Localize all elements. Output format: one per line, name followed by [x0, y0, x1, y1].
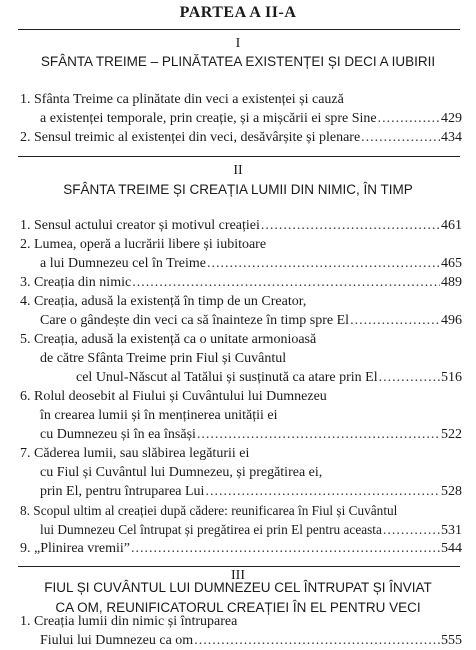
toc-entry-text: 1. Sensul actului creator și motivul creației	[20, 218, 260, 233]
toc-entry[interactable]	[20, 90, 462, 128]
dot-leader	[132, 273, 440, 292]
toc-entry-text: prin El, pentru întruparea Lui	[40, 484, 205, 499]
section-numeral: I	[235, 36, 241, 51]
toc-entry-text: 9. „Plinirea vremii”	[20, 541, 131, 556]
section-title-line: SFÂNTA TREIME ȘI CREAȚIA LUMII DIN NIMIC, ÎN TIMP	[63, 182, 413, 197]
page-number: 461	[441, 218, 462, 233]
toc-entry-text: a existenței temporale, prin creație, și a mișcării ei spre Sine	[40, 111, 377, 126]
toc-entry-line: 2. Lumea, operă a lucrării libere și iubitoare	[20, 237, 267, 252]
page-number: 465	[441, 256, 462, 271]
dot-leader	[197, 425, 440, 444]
toc-entry-text: Fiului lui Dumnezeu ca om	[40, 633, 194, 648]
dot-leader	[383, 521, 440, 540]
toc-entry-text: a lui Dumnezeu cel în Treime	[40, 256, 207, 271]
toc-entry-line: 1. Creația lumii din nimic și întruparea	[20, 614, 238, 629]
toc-entry-last-line	[20, 216, 462, 235]
toc-entry-last-line	[20, 109, 462, 128]
page-number: 434	[441, 130, 462, 145]
page-number: 544	[441, 541, 462, 556]
toc-entry-line: cu Fiul și Cuvântul lui Dumnezeu, și pregătirea ei,	[40, 465, 323, 480]
dot-leader	[207, 254, 440, 273]
toc-entry[interactable]	[20, 330, 462, 387]
toc-entry-last-line	[20, 273, 462, 292]
page-number: 555	[441, 633, 462, 648]
page-number: 429	[441, 111, 462, 126]
section-divider	[18, 156, 460, 157]
part-title: PARTEA A II-A	[179, 4, 297, 21]
toc-entry-line: 4. Creația, adusă la existență în timp de un Creator,	[20, 294, 307, 309]
page-number: 496	[441, 313, 462, 328]
toc-entry-last-line	[20, 128, 462, 147]
toc-entry-line: 8. Scopul ultim al creației după cădere: reunificarea în Fiul și Cuvântul	[20, 503, 398, 518]
toc-entry[interactable]	[20, 539, 462, 558]
toc-entry[interactable]	[20, 387, 462, 444]
section-numeral: II	[233, 163, 243, 178]
section-title-line: SFÂNTA TREIME – PLINĂTATEA EXISTENȚEI ȘI DECI A IUBIRII	[40, 54, 436, 69]
toc-entry[interactable]	[20, 501, 462, 539]
page-number: 528	[441, 484, 462, 499]
toc-entry[interactable]	[20, 292, 462, 330]
toc-entry-last-line	[20, 254, 462, 273]
page-number: 489	[441, 275, 462, 290]
toc-entry-last-line	[20, 311, 462, 330]
section-title	[10, 52, 466, 72]
dot-leader	[378, 109, 440, 128]
toc-entry-text: 2. Sensul treimic al existenței din veci, desăvârșite și plenare	[20, 130, 361, 145]
toc-entry[interactable]	[20, 216, 462, 235]
toc-entry-text: lui Dumnezeu Cel întrupat și pregătirea ei prin El pentru aceasta	[40, 522, 382, 537]
toc-entry[interactable]	[20, 235, 462, 273]
page-number: 531	[441, 523, 462, 538]
toc-entry-last-line	[20, 539, 462, 558]
dot-leader	[261, 216, 440, 235]
toc-entry[interactable]	[20, 444, 462, 501]
toc-entry-last-line	[20, 482, 462, 501]
dot-leader	[361, 128, 440, 147]
toc-entry-text: cu Dumnezeu și în ea însăși	[40, 427, 196, 442]
toc-entry-line: 6. Rolul deosebit al Fiului și Cuvântului lui Dumnezeu	[20, 389, 327, 404]
toc-entry-last-line	[20, 631, 462, 650]
toc-entry-line: 1. Sfânta Treime ca plinătate din veci a existenței și cauză	[20, 92, 344, 107]
section-title-line: CA OM, REUNIFICATORUL CREAȚIEI ÎN EL PENTRU VECI	[55, 600, 421, 615]
toc-entry-line: 5. Creația, adusă la existență ca o unitate armonioasă	[20, 332, 317, 347]
toc-entry-text: Care o gândește din veci ca să înainteze în timp spre El	[40, 313, 350, 328]
toc-entry-line: de către Sfânta Treime prin Fiul și Cuvântul	[40, 351, 287, 366]
toc-entry[interactable]	[20, 273, 462, 292]
toc-entry[interactable]	[20, 128, 462, 147]
toc-entry[interactable]	[20, 612, 462, 650]
dot-leader	[350, 311, 440, 330]
dot-leader	[205, 482, 440, 501]
dot-leader	[379, 368, 440, 387]
dot-leader	[194, 631, 440, 650]
toc-entry-text: 3. Creația din nimic	[20, 275, 132, 290]
page-number: 522	[441, 427, 462, 442]
toc-entry-line: în crearea lumii și în menținerea unității ei	[40, 408, 278, 423]
section-numeral: III	[231, 568, 245, 583]
section-divider	[18, 29, 460, 30]
toc-entry-last-line	[20, 520, 462, 539]
toc-entry-last-line	[20, 425, 462, 444]
section-title-line: FIUL ȘI CUVÂNTUL LUI DUMNEZEU CEL ÎNTRUPAT ȘI ÎNVIAT	[44, 580, 432, 595]
section-title	[10, 180, 466, 200]
dot-leader	[131, 539, 440, 558]
section-divider	[18, 566, 460, 567]
page-number: 516	[441, 370, 462, 385]
toc-entry-text: cel Unul-Născut al Tatălui și susținută ca atare prin El	[76, 370, 378, 385]
toc-entry-last-line	[20, 368, 462, 387]
toc-entry-line: 7. Căderea lumii, sau slăbirea legăturii ei	[20, 446, 250, 461]
